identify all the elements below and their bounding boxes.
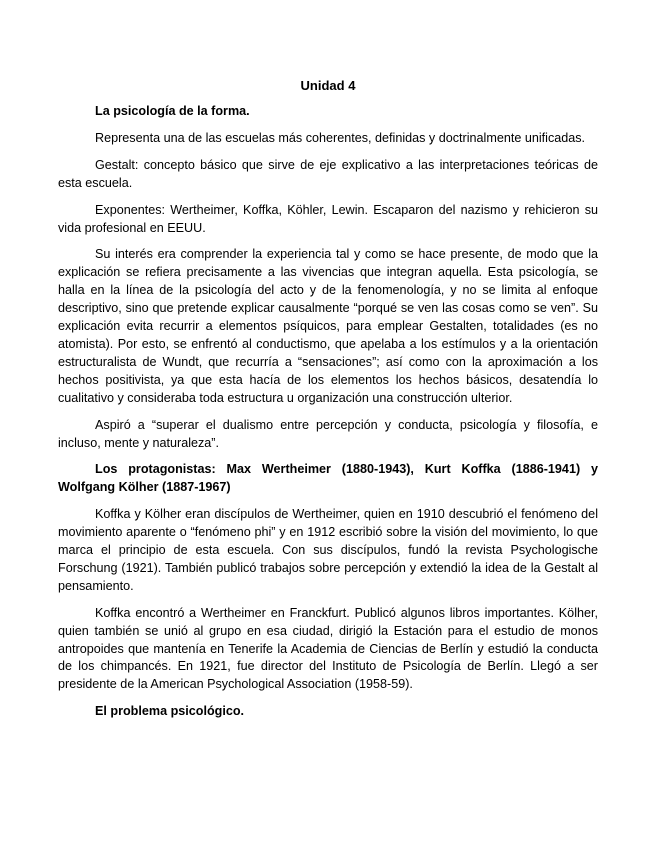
paragraph-koffka: Koffka encontró a Wertheimer en Franckfurt. Publicó algunos libros importantes. Kölher, quien también se unió al grupo en esa ciudad, dirigió la Estación para el estudio de monos antropoides que mantenía en Tenerife la Academia de Ciencias de Berlín y estudió la conducta de los chimpancés. En 1921, fue director del Instituto de Psicología de Berlín. Llegó a ser presidente de la American Psychological Association (1958-59).	[58, 605, 598, 692]
document-body	[58, 77, 598, 730]
paragraph-exponentes: Exponentes: Wertheimer, Koffka, Köhler, Lewin. Escaparon del nazismo y rehicieron su vida profesional en EEUU.	[58, 202, 598, 235]
section-heading-problema: El problema psicológico.	[95, 704, 245, 719]
paragraph-interes: Su interés era comprender la experiencia tal y como se hace presente, de modo que la explicación se refiera precisamente a las vivencias que integran aquella. Esta psicología, se halla en la línea de la psicología del acto y de la fenomenología, y no se limita al enfoque descriptivo, sino que pretende explicar causalmente “porqué se ven las cosas como se ven”. Su explicación evita recurrir a elementos psíquicos, para emplear Gestalten, totalidades (es no atomista). Por esto, se enfrentó al conductismo, que apelaba a los estímulos y a la orientación estructuralista de Wundt, que recurría a “sensaciones”; así como con la aproximación a los hechos positivista, ya que esta hacía de los elementos los hechos básicos, desatendía lo cualitativo y consideraba toda estructura u organización una construcción ulterior.	[58, 247, 598, 405]
paragraph-gestalt: Gestalt: concepto básico que sirve de eje explicativo a las interpretaciones teóricas de esta escuela.	[58, 157, 598, 190]
paragraph-aspiro: Aspiró a “superar el dualismo entre percepción y conducta, psicología y filosofía, e incluso, mente y naturaleza”.	[58, 417, 598, 450]
paragraph-escuelas: Representa una de las escuelas más coherentes, definidas y doctrinalmente unificadas.	[95, 130, 586, 145]
section-heading-forma: La psicología de la forma.	[95, 104, 250, 118]
paragraph-discipulos: Koffka y Kölher eran discípulos de Wertheimer, quien en 1910 descubrió el fenómeno del movimiento aparente o “fenómeno phi” y en 1912 escribió sobre la visión del movimiento, lo que marca el principio de esta escuela. Con sus discípulos, fundó la revista Psychologische Forschung (1921). También publicó trabajos sobre percepción y extendió la idea de la Gestalt al pensamiento.	[58, 507, 598, 593]
section-heading-protagonistas: Los protagonistas: Max Wertheimer (1880-1943), Kurt Koffka (1886-1941) y Wolfgang Kölher (1887-1967)	[58, 462, 598, 495]
page-title: Unidad 4	[300, 78, 356, 93]
